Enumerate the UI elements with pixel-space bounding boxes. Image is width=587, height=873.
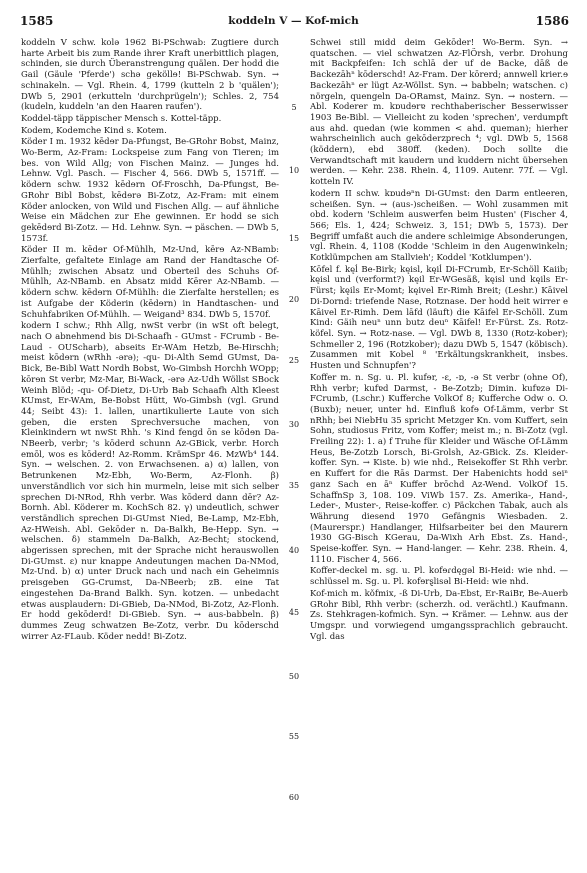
entry-koffer: Koffer m. n. Sg. u. Pl. kufɘr, -ɛ, -ɒ, -ə St verbr (ohne Of), Rhh verbr; kufɐd Darmst, - Be-Zotzb; Dimin. kufɐzə Di-FCrumb, (Lschr.) Kufferche VolkOf 8; Kuf⁠ferche Odw o. O. (Buxb); neuer, unter hd. Einfluß kofɘ Of-Lämm, verbr St nRhh; bei NiebHu 35 spricht Metzger Kn. vom Kuffert, sein Sohn, studiosus Fritz, vom Koffer; meist m.; n. Bi-Zotz (vgl. Freiling 22): 1. a) f Truhe für Kleider und Wäsche Of-Lämm Heus, Be-Zotzb Lorsch, Bi-Grolsh, Az-GBick. Zs. Kleider-koffer. Syn. → Kiste. b) wie nhd., Reisekoffer St Rhh verbr. en Kuffert for die Rās Darmst. Der Habenichts hodd seiⁿ ganz Sach en āⁿ Kuffer brōchd Az-Wend. VolkOf 15. SchaffnSp 3, 108. 109. ViWb 157. Zs. Amerika-, Hand-, Leder-, Muster-, Reise-koffer. c) Päckchen Tabak, auch als Währung diesend 1970 Gefängnis Wiesbaden. 2. (Maurerspr.) Handlanger, Hilfsarbeiter bei den Maurern 1930 GG-Bisch KGerau, Da-Wixh Arh Ebst. Zs. Hand-, Speise-koffer. Syn. → Hand-langer. — Kehr. 238. Rhein. 4, 1110. Fischer 4, 566. [310, 372, 568, 565]
line-number: 50 [288, 672, 300, 681]
entry-kodem: Kodem, Kodemche Kind s. Kotem. [21, 125, 167, 136]
line-number-gutter [285, 38, 303, 866]
line-number: 45 [288, 608, 300, 617]
line-number: 55 [288, 732, 300, 741]
entry-kodern-2: kodern II schw. kɒudɘⁿn Di-GUmst: den Darm entleeren, scheißen. Syn. → (aus-)scheißen. — Wohl zusammen mit obd. kodern 'Schleim auswerfen beim Husten' (Fischer 4, 566; Els. 1, 424; Schweiz. 3, 151; DWb 5, 1573). Der Begriff umfaßt auch die andere schleimige Absonderungen, vgl. Rhein. 4, 1108 (Kodde 'Schleim in den Augenwinkeln; Kotklümpchen am Stallvieh'; Koddel 'Kotklumpen'). [310, 188, 568, 264]
entry-koeder-1: Köder I m. 1932 kēdɘr Da-Pfungst, Be-GRohr Bobst, Mainz, Wo-Berm, Az-Fram: Lockspeise zum Fang von Tieren; im bes. von Wild Allg; von Fischen Mainz. — Junges hd. Lehnw. Vgl. Pasch. — Fischer 4, 566. DWb 5, 1571ff. — ködern schw. 1932 kēdɘrn Of-Froschh, Da-Pfungst, Be-GRohr Bibl Bobst, kēdɘrə Bi-Zotz, Az-Fram: mit einem Köder anlocken, von Wild und Fischen Allg. — auf ähnliche Weise ein Mädchen zur Ehe gewinnen. Er hodd se sich gekēdɘrd Bi-Zotz. — Hd. Lehnw. Syn. → päschen. — DWb 5, 1573f. [21, 137, 279, 244]
line-number: 30 [288, 420, 300, 429]
line-number: 60 [288, 793, 300, 802]
page-number-left: 1585 [20, 14, 54, 28]
page-number-right: 1586 [535, 14, 569, 28]
entry-kof-mich: Kof-mich m. kǒfmix, -ß Di-Urb, Da-Ebst, Er-RaiBr, Be-Auerb GRohr Bibl, Rhh verbr: (scherzh. od. verächtl.) Kaufmann. Zs. Stehkragen-kofmich. Syn. → Krämer. — Lehnw. aus der Umgspr. und vorwiegend umgangssprachlich gebraucht. Vgl. das [310, 588, 568, 642]
entry-kodern-1: kodern I schw.; Rhh Allg, nwSt verbr (in wSt oft belegt, nach O abnehmend bis Di-Schaafh - GUmst - FCrumb - Be-Laud - OUScharb), abseits Er-WAm Hetzb, Be-Hirschh; meist kōdɘrn (wRhh -ərə); -qu- Di-Alth Semd GUmst, Da-Bick, Be-Bibl Watt Nordh Bobst, Wo-Gimbsh Horchh WOpp; kōrɘn St verbr, Mz-Mar, Bi-Wack, -ərə Az-Udh Wöllst SBock Weinh Blöd; -qu- Of-Dietz, Di-Urb Bab Schaafh Alth Kleest KUmst, Er-WAm, Be-Bobst Hütt, Wo-Gimbsh (vgl. Grund 44; Seibt 43): 1. lallen, unartikulierte Laute von sich geben, die ersten Sprechversuche machen, von Kleinkindern wt nwSt Rhh. 's Kind fengd ōn se kōdɘn Da-NBeerb, verbr; 's kōderd schunn Az-GBick, verbr. Horch emōl, wos es kōderd! Az-Romm. KrämSpr 46. MzWb⁴ 144. Syn. → welschen. 2. von Erwachsenen. a) α) lallen, von Betrunkenen Mz-Ebh, Wo-Berm, Az-Flonh. β) unverständlich vor sich hin murmeln, leise mit sich selber sprechen Di-NRod, Rhh verbr. Was kōderd dann dēr? Az-Bornh. Abl. Köderer m. KochSch 82. γ) undeutlich, schwer verständlich sprechen Di-GUmst Nied, Be-Lamp, Mz-Ebh, Az-HWeish. Abl. Gekōder n. Da-Balkh, Be-Hepp. Syn. → welschen. δ) stammeln Da-Balkh, Az-Becht; stockend, abgerissen sprechen, mit der Sprache nicht herauswollen Di-GUmst. ε) nur knappe Andeutungen machen Da-NMod, Mz-Und. b) α) unter Druck nach und nach ein Geheimnis preisgeben GG-Crumst, Da-NBeerb; zB. eine Tat eingestehen Da-Brand Balkh. Syn. kotzen. — unbedacht etwas ausplaudern: Di-GBieb, Da-NMod, Bi-Zotz, Az-Flonh. Er hodd gekōderd! Di-GBieb. Syn. → aus-babbeln. β) dummes Zeug schwatzen Be-Zotz, verbr. Du kōderschd wirrer Az-FLaub. Köder nedd! Bi-Zotz. [21, 321, 279, 642]
entry-koeder-2: Köder II m. kēdɘr Of-Mühlh, Mz-Und, kērɘ Az-NBamb: Zierfalte, gefaltete Einlage am Rand der Handtasche Of-Mühlh; zwischen Absatz und Oberteil des Schuhs Of-Mühlh, Az-NBamb. en Absatz midd Kērer Az-NBamb. — ködern schw. kēdɘrn Of-Mühlh: die Zierfalte herstellen; es ist Aufgabe der Köderin (kēdɘrn) in Handtaschen- und Schuhfabriken Of-Mühlh. — Weigand³ 834. DWb 5, 1570f. [21, 245, 279, 320]
line-number: 20 [288, 295, 300, 304]
line-number: 10 [288, 166, 300, 175]
line-number: 40 [288, 546, 300, 555]
line-number: 5 [291, 103, 297, 112]
running-head: koddeln V — Kof-mich [228, 15, 359, 27]
entry-koefel: Kōfel f. kęĺ⁠ Be-Birk; kęisl, kęiĺ Di-FCrumb, Er-Schöll Kaiib; kęisl und (verformt?) kęil Er-WGesäß, kęisl und kęils Er-Fürst; kęils Er-Momt; kęivel Er-Rimh Breit; (Leshr.) Kāivel Di-Dornd: triefende Nase, Rotznase. Der hodd heit wirrer e Kāivel Er-Rimh. Dem lāfd (läuft) die Kāifel Er-Schöll. Zum Kind: Gäih neuⁿ unn butz deuⁿ Kāifel! Er-Fürst. Zs. Rotz-köfel. Syn. → Rotz-nase. — Vgl. DWb 8, 1330 (Rotz-kober); Schmeller 2, 196 (Rotzkober); dazu DWb 5, 1547 (köbisch). Zusammen mit Kobel ⁸ 'Erkältungskrankheit, insbes. Husten und Schnupfen'? [310, 264, 568, 372]
entry-kodern-1-cont: Schwei still midd deim Gekōder! Wo-Berm. Syn. → quatschen. — viel schwatzen Az-FlÖrsh, verbr. Drohung mit Backpfeifen: Ich schlā der uf de Backe, dāß de Backezāhⁿ kōdersch⁠d! Az-Fram. Der kōrerd; annwell krier.ɘ⁠ Backezāhⁿ er lügt Az-Wöllst. Syn. → babbeln; watschen. c) nörgeln, quengeln Da-ORamst, Mainz. Syn. → nostern. — Abl. Koderer m. kɒudɘrɐ rechthaberischer Besserwisser 1903 Be-Bibl. — Vielleicht zu koden 'sprechen', verdumpft aus ahd. quedan (wie kommen < ahd. queman); hierher wahrscheinlich auch gekōderzprech ⁴; vgl. DWb 5, 1568 (köddern), ebd 380ff. (keden). Doch sollte die Verwandtschaft mit kaudern und kuddern nicht übersehen werden. — Kehr. 238. Rhein. 4, 1109. Autenr. 77f. — Vgl. kotteln IV. [310, 38, 568, 188]
entry-koddel-taepp: Koddel-täpp täppischer Mensch s. Kottel-täpp. [21, 113, 222, 124]
line-number: 25 [288, 356, 300, 365]
line-number: 35 [288, 481, 300, 490]
page-header [0, 0, 587, 32]
entry-koddeln: koddeln V schw. kolə 1962 Bi-PSchwab: Zugtiere durch harte Arbeit bis zum Rande ihrer Kraft unerbittlich plagen, schinden, sie durch Überanstrengung quälen. Der hodd die Gail (Gäule 'Pferde') schə geköllɘ! Bi-PSchwab. Syn. → schinakeln. — Vgl. Rhein. 4, 1799 (kutteln 2 b 'quälen'); DWb 5, 2901 (erkutteln 'durchprügeln'); Schles. 2, 754 (kudeln, kuddeln 'an den Haaren raufen'). [21, 38, 279, 113]
line-number: 15 [288, 234, 300, 243]
entry-koffer-deckel: Koffer-deckel m. sg. u. Pl. kofɘ⁠ɾdęgəl Bi-Heid: wie nhd. —schlüssel m. Sg. u. Pl. kofɘrȿlisəl Bi-Heid: wie nhd. [310, 566, 568, 588]
right-column [310, 38, 568, 866]
left-column [21, 38, 279, 866]
